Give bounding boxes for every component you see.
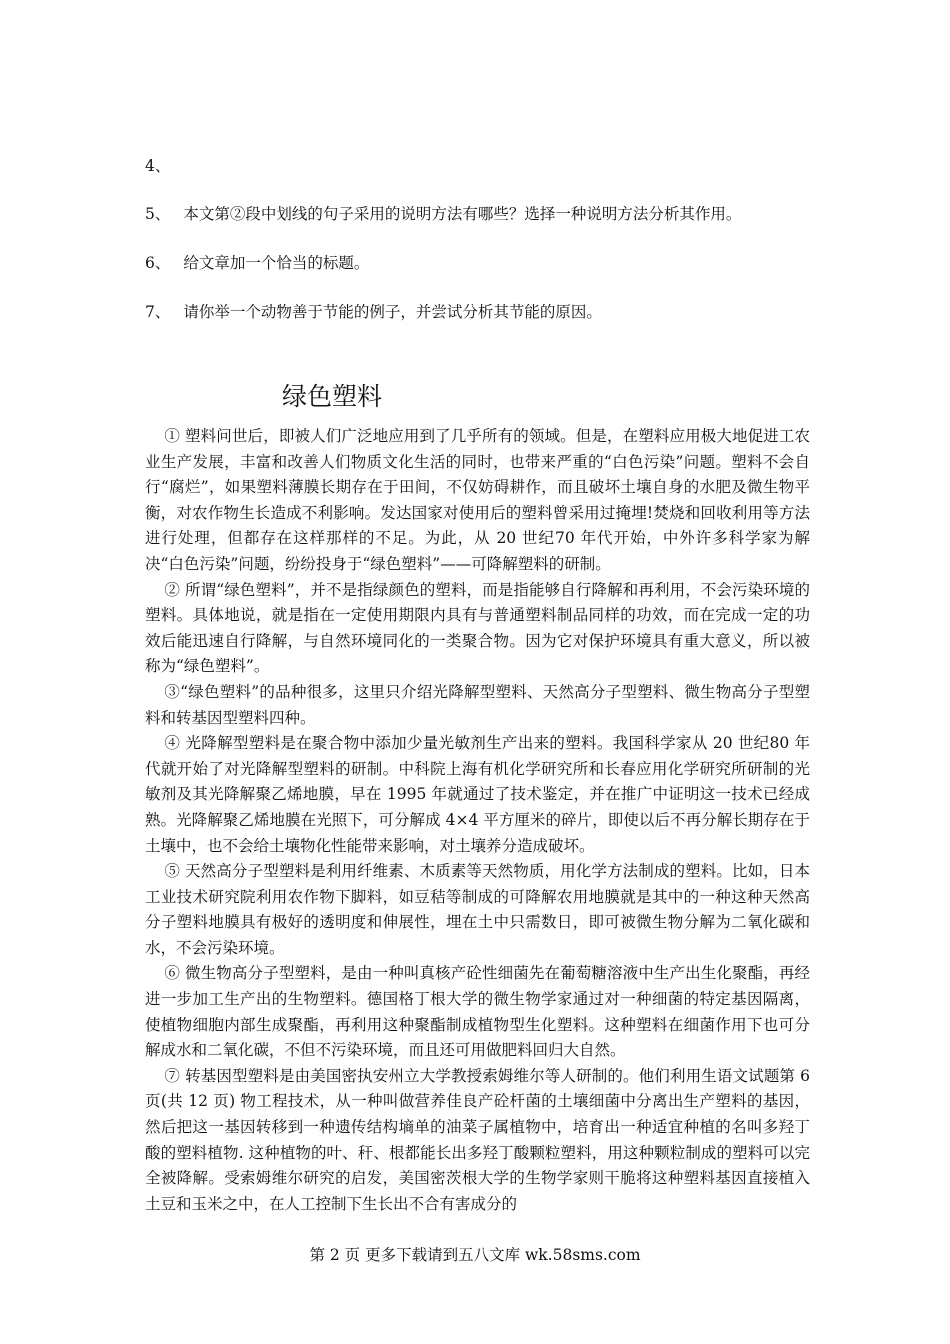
article-title: 绿色塑料	[282, 382, 383, 411]
question-number: 7、	[145, 303, 171, 321]
question-text: 给文章加一个恰当的标题。	[183, 254, 370, 272]
question-7	[145, 302, 602, 322]
article-paragraph-4: ④ 光降解型塑料是在聚合物中添加少量光敏剂生产出来的塑料。我国科学家从 20 世纪80 年代就开始了对光降解型塑料的研制。中科院上海有机化学研究所和长春应用化学研究所研制的光敏剂及其光降解聚乙烯地膜，早在 1995 年就通过了技术鉴定，并在推广中证明这一技术已经成熟。光降解聚乙烯地膜在光照下，可分解成 4×4 平方厘米的碎片，即使以后不再分解长期存在于土壤中，也不会给土壤物化性能带来影响，对土壤养分造成破坏。	[145, 734, 810, 855]
article-paragraph-1: ① 塑料问世后，即被人们广泛地应用到了几乎所有的领域。但是，在塑料应用极大地促进工农业生产发展，丰富和改善人们物质文化生活的同时，也带来严重的“白色污染”问题。塑料不会自行“腐烂”，如果塑料薄膜长期存在于田间，不仅妨碍耕作，而且破坏土壤自身的水肥及微生物平衡，对农作物生长造成不利影响。发达国家对使用后的塑料曾采用过掩埋!焚烧和回收利用等方法进行处理，但都存在这样那样的不足。为此，从 20 世纪70 年代开始，中外许多科学家为解决“白色污染”问题，纷纷投身于“绿色塑料”——可降解塑料的研制。	[145, 427, 810, 573]
article-paragraph-6: ⑥ 微生物高分子型塑料，是由一种叫真核产砼性细菌先在葡萄糖溶液中生产出生化聚酯，再经进一步加工生产出的生物塑料。德国格丁根大学的微生物学家通过对一种细菌的特定基因隔离，使植物细胞内部生成聚酯，再利用这种聚酯制成植物型生化塑料。这种塑料在细菌作用下也可分解成水和二氧化碳，不但不污染环境，而且还可用做肥料回归大自然。	[145, 964, 810, 1060]
article-paragraph-7: ⑦ 转基因型塑料是由美国密执安州立大学教授索姆维尔等人研制的。他们利用生语文试题第 6 页(共 12 页) 物工程技术，从一种叫做营养佳良产砼杆菌的土壤细菌中分离出生产塑料的基因，然后把这一基因转移到一种遗传结构墒单的油菜子属植物中，培育出一种适宜种植的名叫多羟丁酸的塑料植物. 这种植物的叶、秆、根都能长出多羟丁酸颗粒塑料，用这种颗粒制成的塑料可以完全被降解。受索姆维尔研究的启发，美国密茨根大学的生物学家则干脆将这种塑料基因直接植入土豆和玉米之中，在人工控制下生长出不合有害成分的	[145, 1066, 810, 1213]
question-number: 6、	[145, 254, 171, 272]
article-paragraph-3: ③“绿色塑料”的品种很多，这里只介绍光降解型塑料、天然高分子型塑料、微生物高分子型塑料和转基因型塑料四种。	[145, 682, 810, 727]
article-paragraph-2: ② 所谓“绿色塑料”，并不是指绿颜色的塑料，而是指能够自行降解和再利用，不会污染环境的塑料。具体地说，就是指在一定使用期限内具有与普通塑料制品同样的功效，而在完成一定的功效后能迅速自行降解，与自然环境同化的一类聚合物。因为它对保护环境具有重大意义，所以被称为“绿色塑料”。	[145, 580, 810, 676]
question-4	[145, 156, 170, 176]
article-paragraph-5: ⑤ 天然高分子型塑料是利用纤维素、木质素等天然物质，用化学方法制成的塑料。比如，日本工业技术研究院利用农作物下脚料，如豆秸等制成的可降解农用地膜就是其中的一种这种天然高分子塑料地膜具有极好的透明度和伸展性，埋在土中只需数日，即可被微生物分解为二氧化碳和水，不会污染环境。	[145, 862, 810, 957]
page-footer: 第 2 页 更多下载请到五八文库 wk.58sms.com	[309, 1246, 641, 1264]
article-body	[145, 424, 810, 1217]
question-5	[145, 204, 741, 224]
question-text: 本文第②段中划线的句子采用的说明方法有哪些？选择一种说明方法分析其作用。	[183, 205, 742, 223]
question-number: 5、	[145, 205, 171, 223]
question-number: 4、	[145, 157, 171, 175]
question-text: 请你举一个动物善于节能的例子，并尝试分析其节能的原因。	[183, 303, 602, 321]
question-6	[145, 253, 369, 273]
